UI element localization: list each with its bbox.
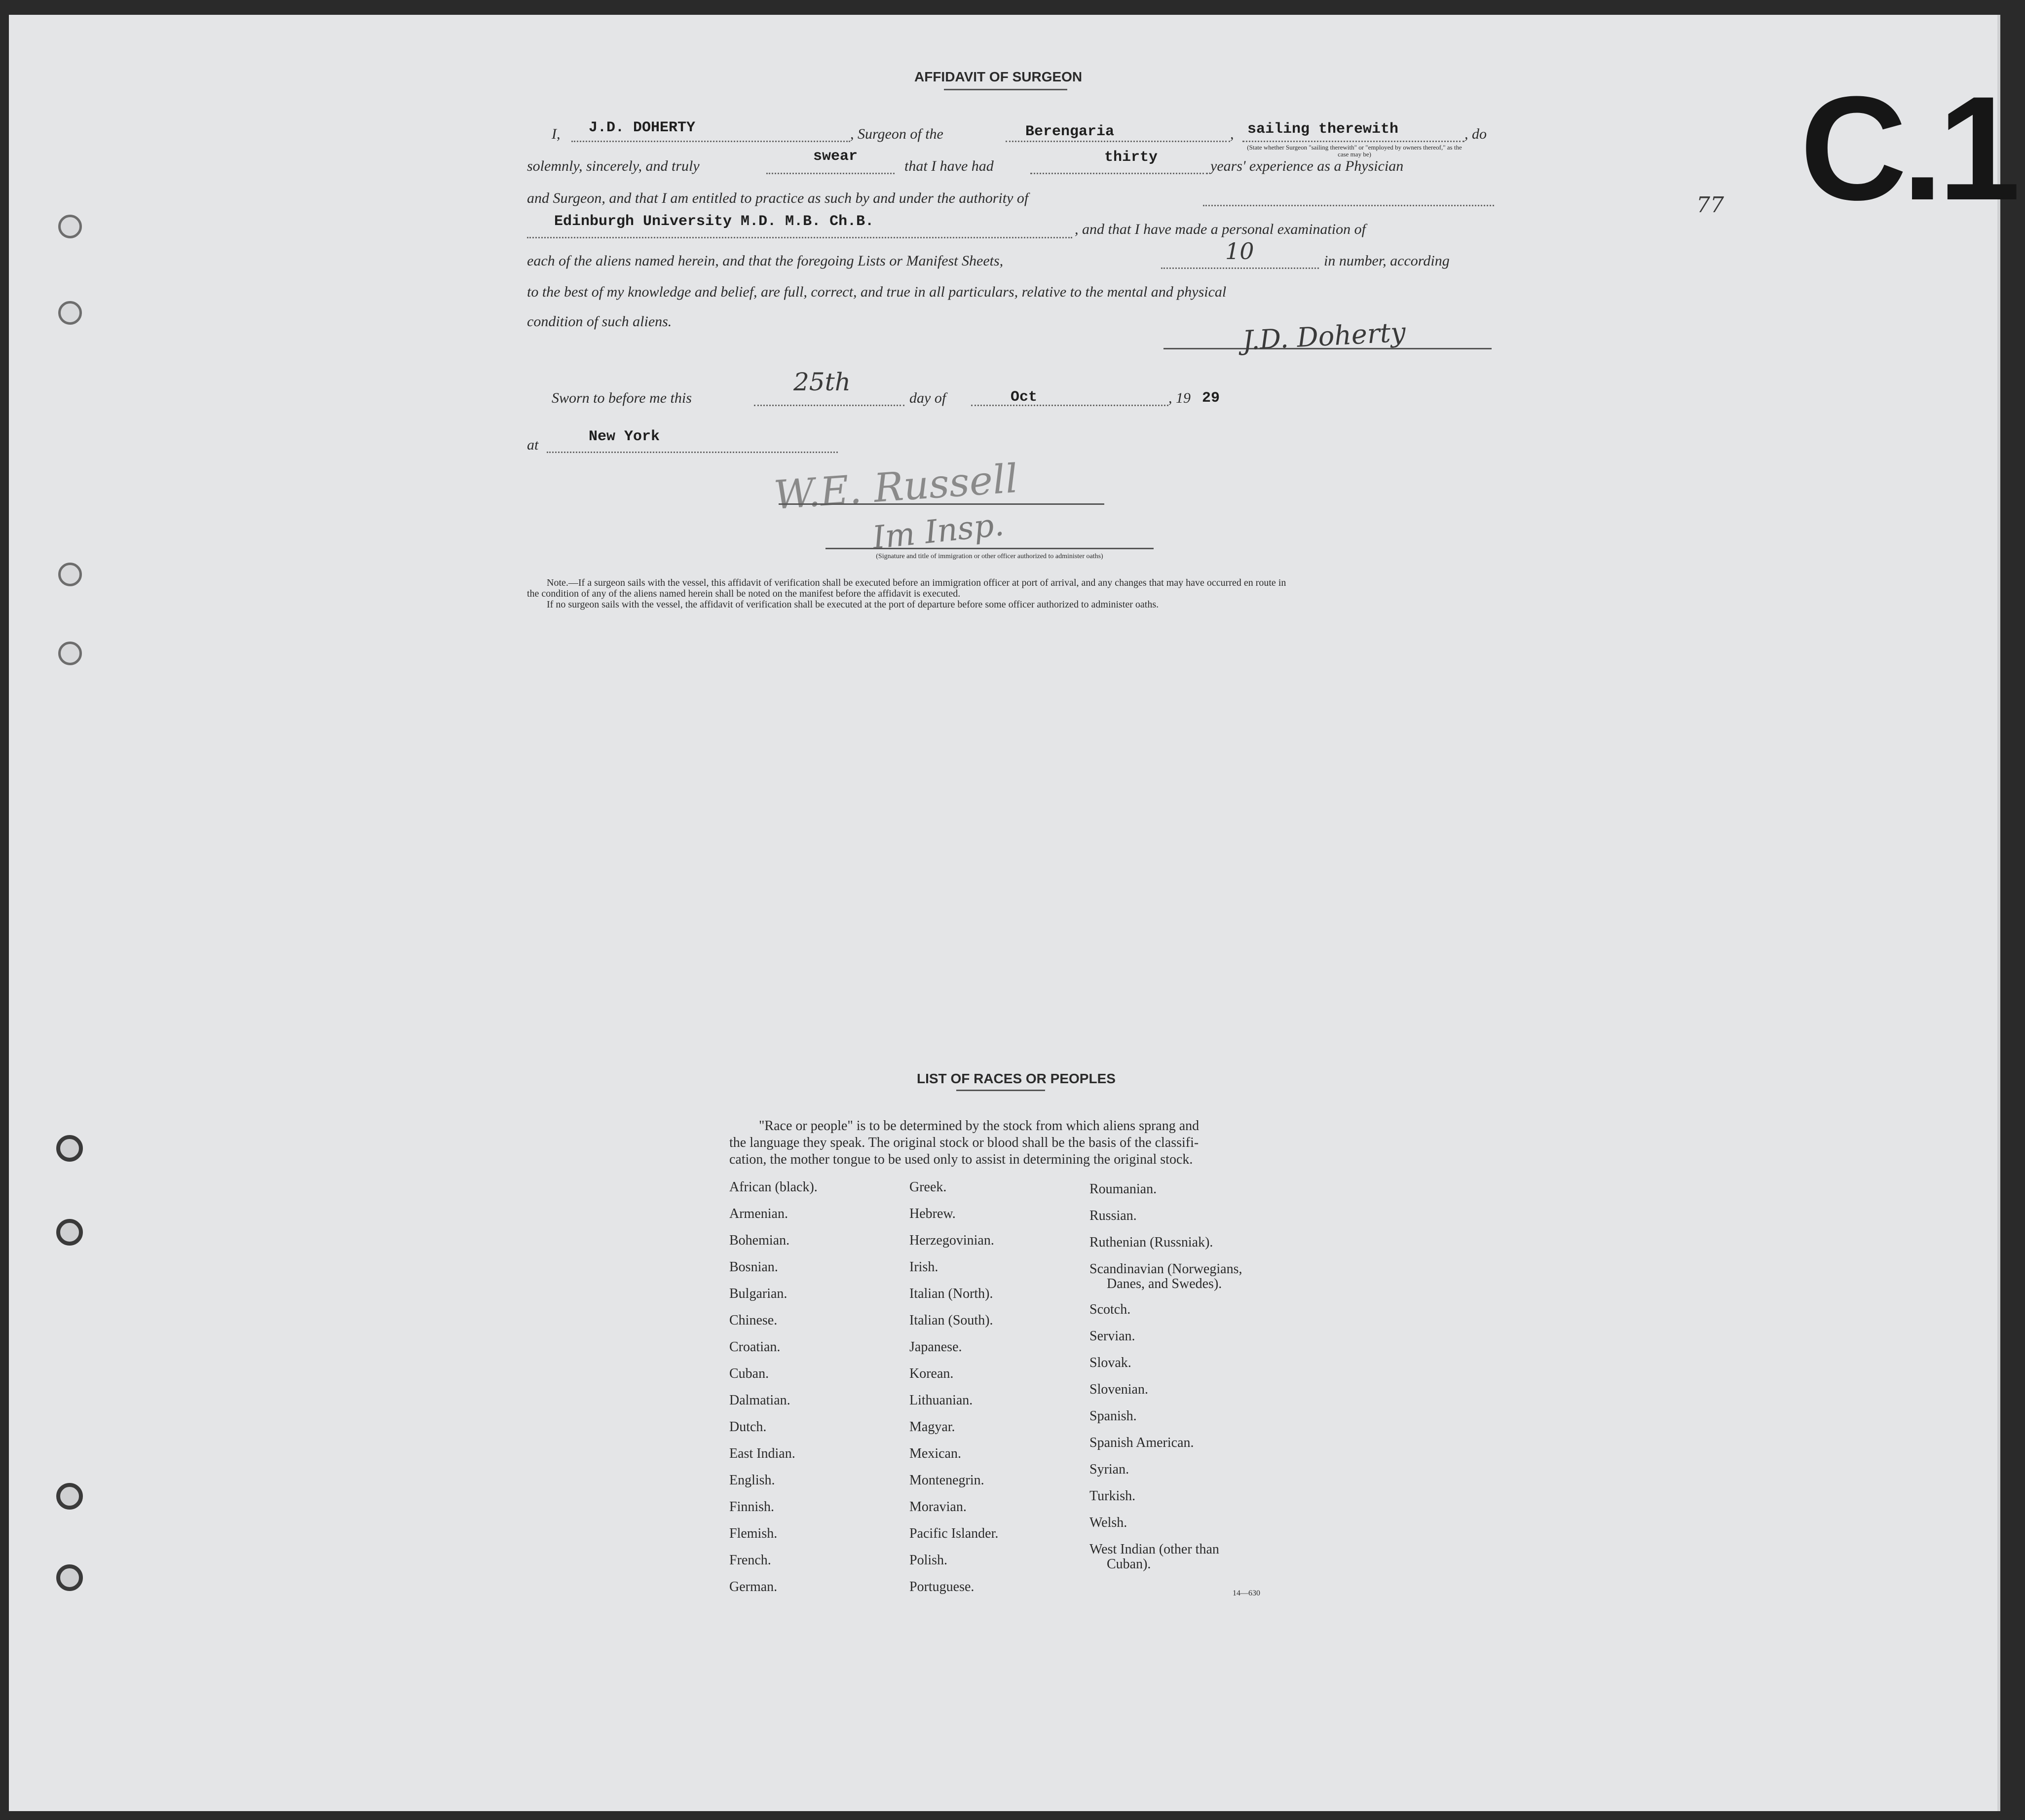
binder-hole [56,1135,83,1162]
race-item: Japanese. [909,1339,962,1355]
surgeon-signature: J.D. Doherty [1241,316,1407,356]
place-field-line [547,452,838,453]
race-item: Hebrew. [909,1206,956,1221]
oath-lead: solemnly, sincerely, and truly [527,158,700,174]
affidavit-note [527,577,1286,610]
race-item: Spanish American. [1089,1435,1194,1450]
years-field-line [1030,173,1208,174]
line1-end: , do [1464,126,1487,142]
sworn-day: 25th [793,368,851,396]
race-item: Greek. [909,1179,947,1195]
signature-caption: (Signature and title of immigration or other officer authorized to administer oaths) [876,553,1103,560]
race-item: Scotch. [1089,1302,1131,1317]
race-item: Dalmatian. [729,1393,790,1408]
race-item: Bulgarian. [729,1286,788,1301]
race-item: Korean. [909,1366,954,1381]
race-item: Russian. [1089,1208,1137,1223]
manifest-sheet [9,15,2016,1811]
oath-word: swear [813,148,858,165]
intro-line: cation, the mother tongue to be used only to assist in determining the original stock. [729,1152,1193,1167]
race-item: Scandinavian (Norwegians, [1089,1261,1242,1277]
years-experience: thirty [1104,149,1158,166]
race-item: Herzegovinian. [909,1233,994,1248]
line2-end: years' experience as a Physician [1210,158,1404,174]
race-item: Dutch. [729,1419,767,1435]
binder-hole [56,1483,83,1510]
sworn-lead: Sworn to before me this [552,390,692,406]
race-item: German. [729,1579,778,1594]
line6-text: to the best of my knowledge and belief, are full, correct, and true in all particulars, relative to the mental and physical [527,284,1227,300]
vessel-name: Berengaria [1025,123,1115,140]
race-item: West Indian (other than [1089,1542,1219,1557]
capacity-field-line [1242,141,1464,142]
race-item: Chinese. [729,1313,778,1328]
place-lead: at [527,437,539,453]
race-item: Finnish. [729,1499,775,1515]
experience-mid: that I have had [904,158,994,174]
note-line: Note.—If a surgeon sails with the vessel, this affidavit of verification shall be executed before an immigration officer at port of arrival, and any changes that may have occurred en route in [547,577,1286,588]
binder-hole [56,1219,83,1246]
race-item: Irish. [909,1259,938,1275]
race-item: Servian. [1089,1328,1135,1344]
day-field-line [754,405,904,406]
race-item: Portuguese. [909,1579,975,1594]
race-item: Slovak. [1089,1355,1131,1370]
capacity-note: (State whether Surgeon "sailing therewith" or "employed by owners thereof," as the case may be) [1247,144,1462,158]
binder-hole [58,642,82,665]
officer-title-line [825,548,1154,549]
binder-hole [58,301,82,325]
race-item: Montenegrin. [909,1473,984,1488]
race-item: Italian (South). [909,1313,993,1328]
race-item: Syrian. [1089,1462,1129,1477]
line5-end: in number, according [1324,253,1450,269]
race-item: East Indian. [729,1446,795,1461]
race-item: Croatian. [729,1339,781,1355]
race-item: Moravian. [909,1499,967,1515]
officer-signature-line [779,503,1104,505]
affidavit-title: AFFIDAVIT OF SURGEON [914,69,1083,84]
race-item: Polish. [909,1553,948,1568]
race-item: Bohemian. [729,1233,790,1248]
page-number: 77 [1696,192,1724,218]
note-line: the condition of any of the aliens named herein shall be noted on the manifest before the affidavit is executed. [527,588,961,599]
binder-hole [58,563,82,586]
officer-title: Im Insp. [870,506,1006,557]
race-item: Danes, and Swedes). [1107,1276,1222,1291]
form-number: 14—630 [1233,1589,1260,1597]
sworn-month: Oct [1011,389,1038,406]
surgeon-capacity: sailing therewith [1247,121,1399,138]
race-item: Welsh. [1089,1515,1127,1530]
race-item: English. [729,1473,775,1488]
race-item: French. [729,1553,771,1568]
race-item: Bosnian. [729,1259,778,1275]
authority-value: Edinburgh University M.D. M.B. Ch.B. [554,213,874,230]
races-intro [729,1118,1199,1168]
race-item: Spanish. [1089,1408,1137,1424]
line7-text: condition of such aliens. [527,313,672,330]
intro-line: "Race or people" is to be determined by the stock from which aliens sprang and [759,1118,1200,1134]
line4-end: , and that I have made a personal examination of [1075,221,1366,237]
race-item: Ruthenian (Russniak). [1089,1235,1213,1250]
race-item: Cuban. [729,1366,769,1381]
officer-signature: W.E. Russell [772,455,1019,519]
year-prefix: , 19 [1168,390,1191,406]
race-item: Roumanian. [1089,1181,1157,1197]
sheet-stamp: C.1 [1800,65,2016,231]
race-item: Lithuanian. [909,1393,973,1408]
surgeon-name: J.D. DOHERTY [589,119,696,136]
surgeon-of-label: , Surgeon of the [850,126,943,142]
note-line: If no surgeon sails with the vessel, the affidavit of verification shall be executed at the port of departure before some officer authorized to administer oaths. [547,599,1159,610]
race-item: Cuban). [1107,1556,1151,1572]
sheet-count: 10 [1225,238,1254,265]
race-item: Pacific Islander. [909,1526,999,1541]
title-underline [944,89,1067,90]
line3-text: and Surgeon, and that I am entitled to practice as such by and under the authority of [527,190,1029,206]
authority-field-line-2 [527,237,1072,238]
sworn-year: 29 [1202,390,1220,407]
name-field-line [571,141,850,142]
race-item: Armenian. [729,1206,788,1221]
oath-field-line [766,173,895,174]
race-item: African (black). [729,1179,818,1195]
intro-line: the language they speak. The original stock or blood shall be the basis of the classifi- [729,1135,1199,1150]
comma: , [1230,126,1234,142]
affidavit-lead: I, [552,126,561,142]
races-title: LIST OF RACES OR PEOPLES [917,1071,1116,1086]
vessel-field-line [1006,141,1230,142]
line5-lead: each of the aliens named herein, and that the foregoing Lists or Manifest Sheets, [527,253,1004,269]
month-field-line [971,405,1168,406]
binder-hole [56,1564,83,1591]
binder-hole [58,215,82,238]
place-value: New York [589,428,660,445]
races-title-underline [956,1090,1045,1091]
race-item: Slovenian. [1089,1382,1148,1397]
race-item: Mexican. [909,1446,961,1461]
race-item: Magyar. [909,1419,955,1435]
day-of-label: day of [909,390,946,406]
authority-field-line-1 [1203,205,1494,206]
sheets-field-line [1161,267,1319,269]
race-item: Turkish. [1089,1488,1136,1504]
race-item: Flemish. [729,1526,778,1541]
race-item: Italian (North). [909,1286,993,1301]
